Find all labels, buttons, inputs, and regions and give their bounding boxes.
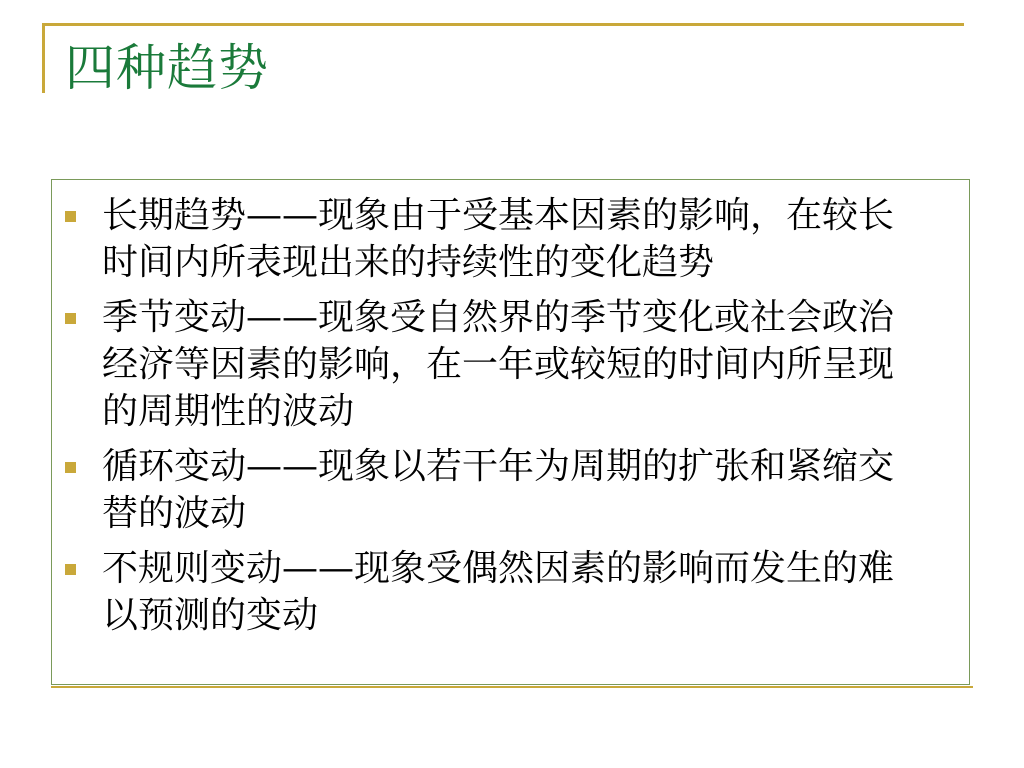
square-bullet-icon xyxy=(65,211,76,222)
title-accent-line-top xyxy=(42,23,964,26)
bullet-text: 循环变动——现象以若干年为周期的扩张和紧缩交替的波动 xyxy=(102,446,895,534)
bullet-list xyxy=(52,192,914,647)
slide-title: 四种趋势 xyxy=(65,39,269,97)
square-bullet-icon xyxy=(65,462,76,473)
box-bottom-rule xyxy=(51,686,973,688)
title-accent-line-left xyxy=(42,23,45,93)
bullet-item-cyclical-variation xyxy=(52,443,914,537)
bullet-text: 长期趋势——现象由于受基本因素的影响，在较长时间内所表现出来的持续性的变化趋势 xyxy=(102,195,895,283)
bullet-item-irregular-variation xyxy=(52,545,914,639)
square-bullet-icon xyxy=(65,313,76,324)
bullet-item-seasonal-variation xyxy=(52,294,914,435)
bullet-item-long-term-trend xyxy=(52,192,914,286)
content-box xyxy=(51,179,970,685)
bullet-text: 不规则变动——现象受偶然因素的影响而发生的难以预测的变动 xyxy=(102,548,895,636)
bullet-text: 季节变动——现象受自然界的季节变化或社会政治经济等因素的影响，在一年或较短的时间内所呈现的周期性的波动 xyxy=(102,297,895,432)
square-bullet-icon xyxy=(65,564,76,575)
